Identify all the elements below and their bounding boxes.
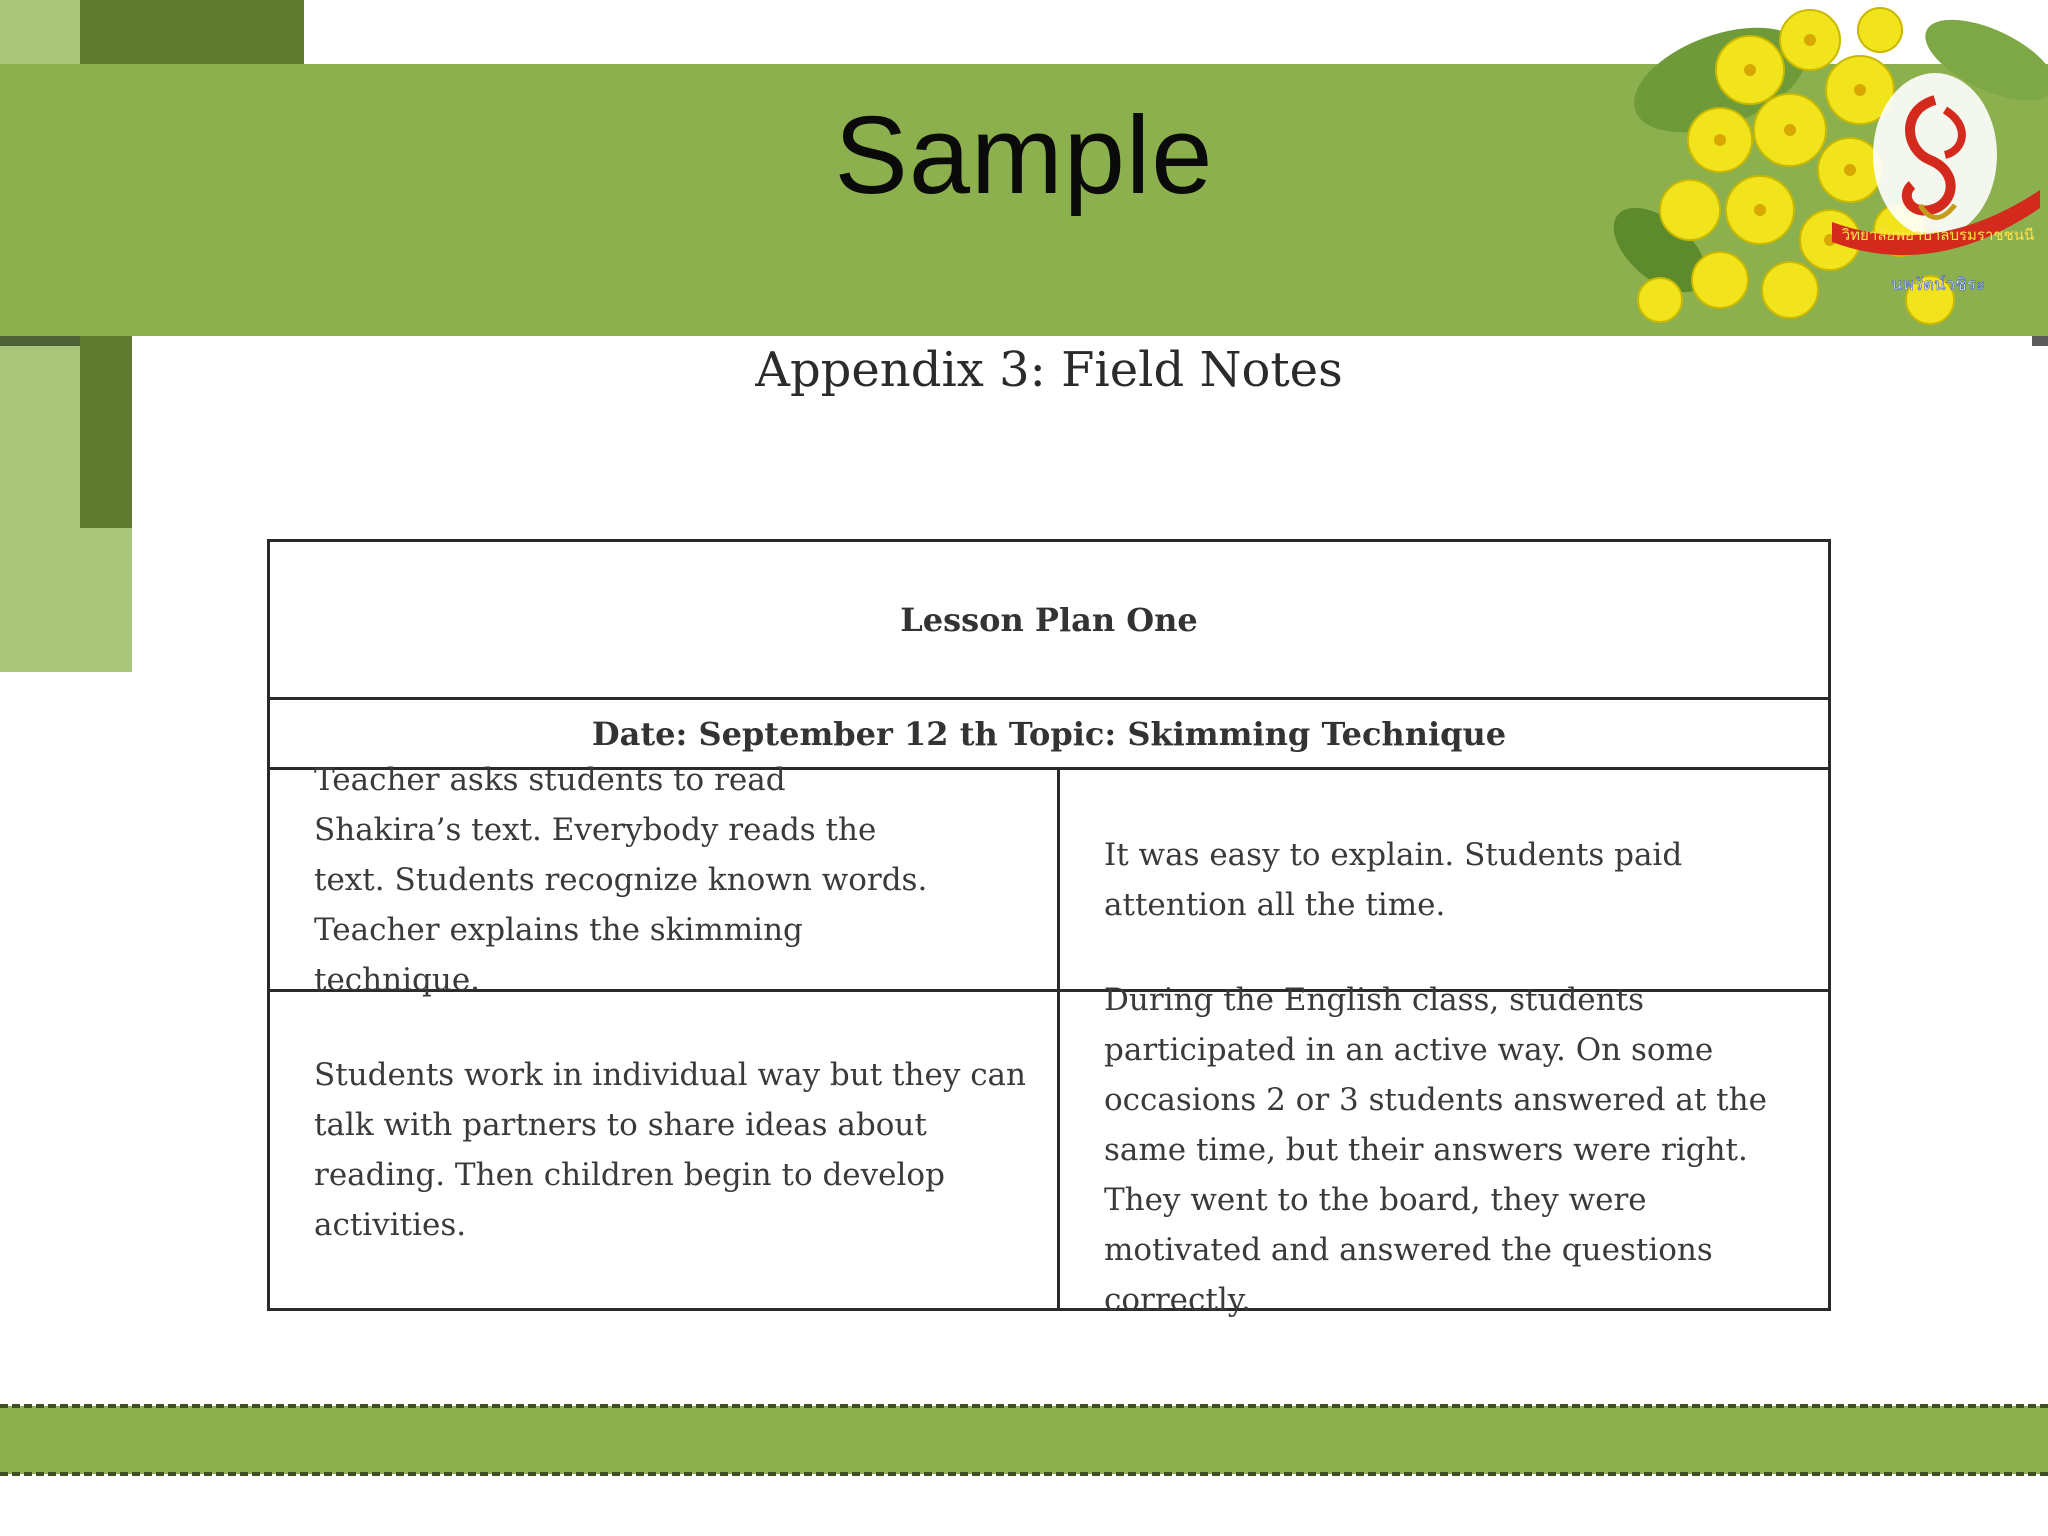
flower-logo-image — [1600, 0, 2048, 336]
bottom-band — [0, 1406, 2048, 1474]
observation-text: During the English class, students participated in an active way. On some occasions 2 or 3 students answered at the same time, but their answers were right. They went to the board, they were motivated and answered the questions correctly. — [1104, 982, 1767, 1318]
lesson-plan-title: Lesson Plan One — [900, 600, 1198, 639]
appendix-title: Appendix 3: Field Notes — [755, 342, 1343, 398]
observation-cell — [1060, 982, 1828, 1318]
bottom-dashed-line-top — [0, 1404, 2048, 1408]
table-header-cell — [270, 542, 1828, 697]
activity-text: Teacher asks students to read Shakira’s text. Everybody reads the text. Students recognize known words. Teacher explains the skimming technique. — [314, 761, 928, 998]
slide-title: Sample — [834, 94, 1214, 217]
table-row — [270, 982, 1828, 1318]
decorative-dark-green-block-top — [80, 0, 304, 66]
bottom-dashed-line-bottom — [0, 1472, 2048, 1476]
logo-text-bottom: นพรัตน์วชิระ — [1891, 275, 1985, 295]
activity-cell — [270, 761, 1060, 998]
field-notes-table — [267, 539, 1831, 1318]
date-topic-text: Date: September 12 th Topic: Skimming Technique — [591, 714, 1507, 753]
activity-text: Students work in individual way but they can talk with partners to share ideas about reading. Then children begin to develop activities. — [314, 1057, 1027, 1243]
observation-text: It was easy to explain. Students paid attention all the time. — [1104, 836, 1683, 923]
table-row — [270, 761, 1828, 998]
activity-cell — [270, 992, 1060, 1308]
observation-cell — [1060, 770, 1828, 989]
table-header-row — [270, 542, 1828, 700]
logo-text-top: วิทยาลัยพยาบาลบรมราชชนนี — [1841, 226, 2035, 244]
